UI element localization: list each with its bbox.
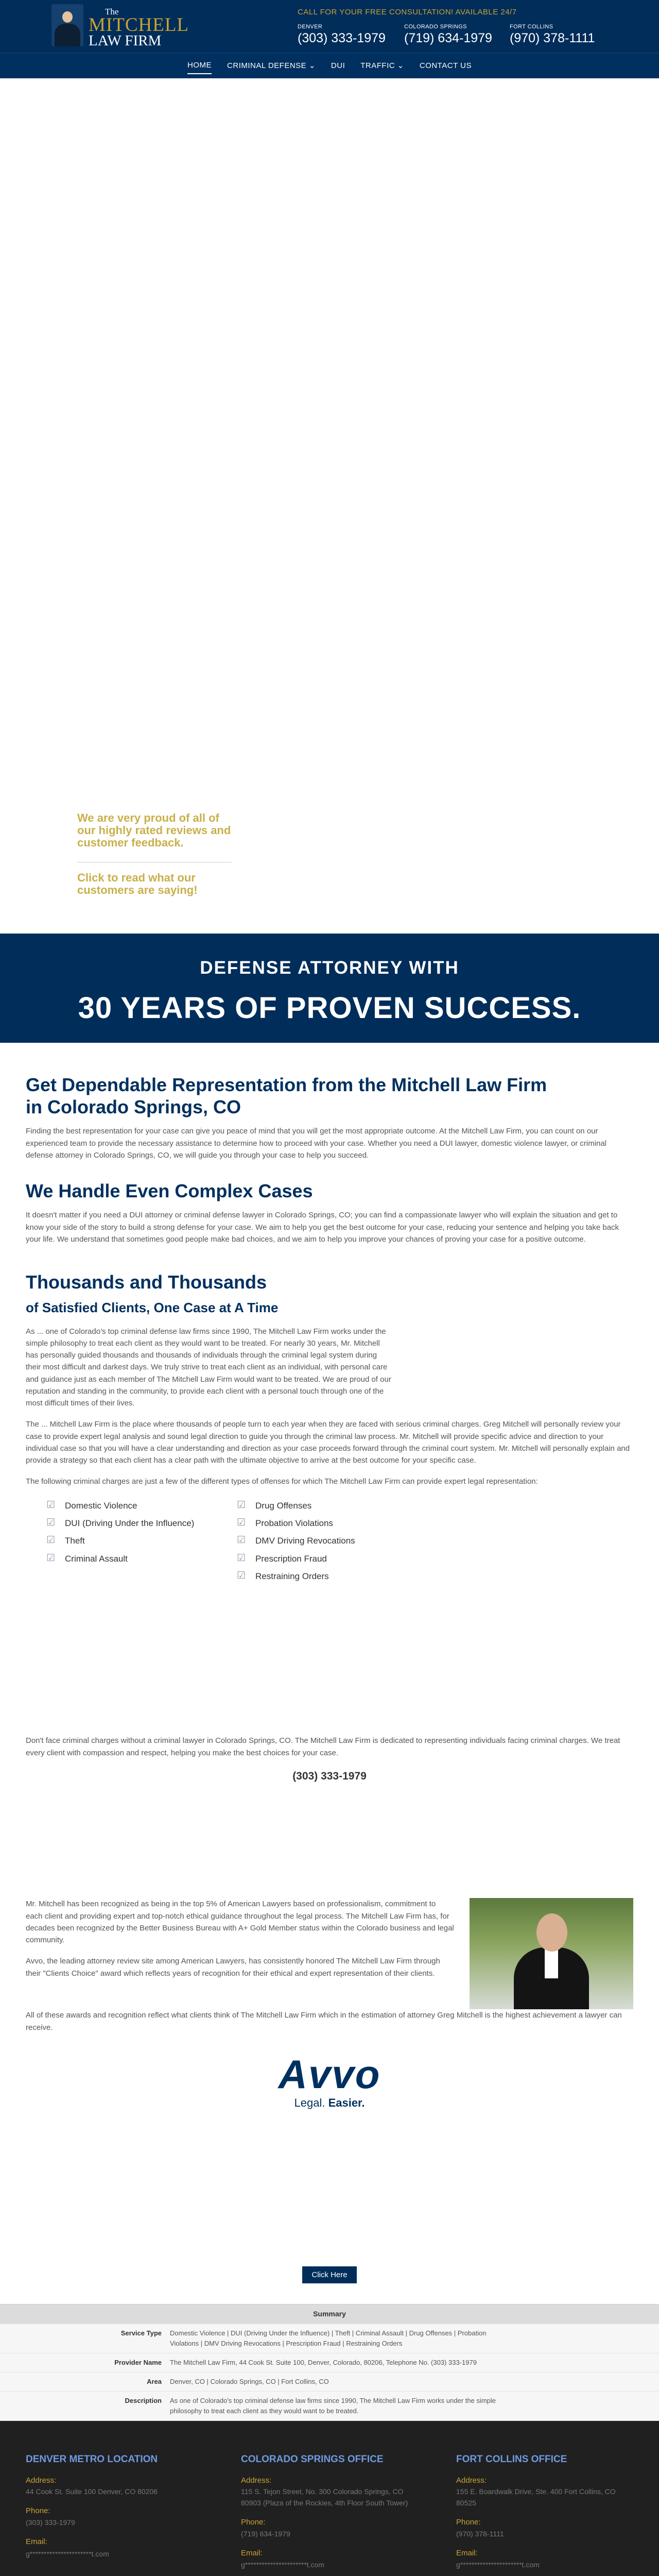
section-subtitle-satisfied: of Satisfied Clients, One Case at A Time: [26, 1300, 279, 1316]
nav-traffic[interactable]: [360, 58, 404, 74]
summary-key: Description: [125, 2397, 162, 2405]
logo-firm: LAW FIRM: [89, 32, 162, 49]
reviews-proud-text: We are very proud of all of our highly rated reviews and customer feedback.: [77, 811, 231, 850]
address-value: 155 E. Boardwalk Drive, Ste. 400 Fort Collins, CO 80525: [456, 2487, 616, 2507]
list-item: ☑ Prescription Fraud: [237, 1550, 355, 1568]
summary-row: [0, 2353, 659, 2372]
click-here-button[interactable]: Click Here: [302, 2266, 356, 2283]
phone-label: Phone:: [241, 2517, 266, 2527]
office-phone-link[interactable]: (970) 378-1111: [510, 31, 595, 46]
email-label: Email:: [241, 2549, 263, 2557]
awards-p2: Avvo, the leading attorney review site among American Lawyers, has consistently honored The Mitchell Law Firm through their "Clients Choice" award which reflects years of recognition for their ethical and expert representation of their clients.: [26, 1957, 440, 1978]
address-label: Address:: [241, 2476, 272, 2485]
footer-locations: [26, 2452, 633, 2571]
avvo-tagline: [26, 2094, 633, 2112]
office-colorado-springs: [404, 23, 492, 46]
main-nav: [0, 53, 659, 78]
charges-list: [46, 1497, 633, 1586]
section-text-charges-intro: The following criminal charges are just a few of the different types of offenses for which The Mitchell Law Firm can provide expert legal representation:: [26, 1477, 538, 1486]
hero-section: [0, 78, 659, 934]
list-item: ☑ Criminal Assault: [46, 1550, 206, 1568]
awards-section: [26, 1898, 633, 2009]
office-location: DENVER: [298, 24, 323, 30]
list-item: ☑ Restraining Orders: [237, 1568, 355, 1585]
avvo-brand: Avvo: [278, 2051, 381, 2097]
nav-contact-us[interactable]: CONTACT US: [419, 61, 472, 70]
section-text-representation: Finding the best representation for your case can give you peace of mind that you will get the most appropriate outcome. At the Mitchell Law Firm, you can count on our experienced team to provide the necessary assistance to determine how to proceed with your case. Whether you need a DUI lawyer, domestic violence lawyer, or criminal defense attorney in Colorado Springs, CO, we will guide you through your case to help you succeed.: [26, 1127, 607, 1160]
office-phone-link[interactable]: (303) 333-1979: [298, 31, 386, 46]
phone-label: Phone:: [26, 2506, 50, 2515]
list-item: ☑ Theft: [46, 1532, 206, 1550]
chevron-down-icon: ⌄: [397, 61, 404, 70]
office-location: FORT COLLINS: [510, 24, 553, 30]
avvo-tag-plain: Legal.: [294, 2096, 325, 2109]
footer-col-colorado-springs: [241, 2452, 416, 2571]
center-phone-link[interactable]: (303) 333-1979: [292, 1770, 367, 1782]
summary-title: Summary: [0, 2304, 659, 2324]
list-item: ☑ Drug Offenses: [237, 1497, 355, 1515]
awards-p3: All of these awards and recognition reflect what clients think of The Mitchell Law Firm which in the estimation of attorney Greg Mitchell is the highest achievement a lawyer can receive.: [26, 2011, 622, 2032]
logo-the: The: [105, 7, 119, 16]
site-footer: [0, 2421, 659, 2576]
section-text-dont-face: Don't face criminal charges without a criminal lawyer in Colorado Springs, CO. The Mitchell Law Firm is dedicated to representing individuals facing criminal charges. We treat every client with compassion and respect, helping you make the best choices for your case.: [26, 1736, 620, 1757]
office-fort-collins: [510, 23, 595, 46]
summary-key: Provider Name: [114, 2358, 162, 2366]
section-text-complex-cases: It doesn't matter if you need a DUI attorney or criminal defense lawyer in Colorado Springs, CO; you can find a compassionate lawyer who will explain the situation and get to know your side of the story to build a strong defense for your case. We aim to help you get the best outcome for your case, reducing your sentence and helping you take back your life. We understand that sometimes good people make bad choices, and we aim to help you improve your chances of proving your case for a positive outcome.: [26, 1211, 619, 1244]
email-link[interactable]: g**********************t.com: [26, 2549, 109, 2558]
reviews-callout: [77, 812, 232, 896]
top-bar: [0, 0, 659, 53]
summary-value: Domestic Violence | DUI (Driving Under the Influence) | Theft | Criminal Assault | Drug Offenses | Probation Violations | DMV Driving Revocations | Prescription Fraud | Restraining Orders: [170, 2329, 487, 2347]
address-label: Address:: [26, 2476, 57, 2485]
address-label: Address:: [456, 2476, 487, 2485]
reviews-link[interactable]: Click to read what our customers are saying!: [77, 871, 198, 896]
footer-col-denver: [26, 2452, 201, 2571]
section-title-representation: Get Dependable Representation from the Mitchell Law Firm in Colorado Springs, CO: [26, 1074, 547, 1118]
band-line-1: DEFENSE ATTORNEY WITH: [200, 958, 459, 978]
avvo-tag-bold: Easier.: [328, 2096, 365, 2109]
footer-col-title: COLORADO SPRINGS OFFICE: [241, 2454, 384, 2465]
list-item: ☑ DMV Driving Revocations: [237, 1532, 355, 1550]
main-content: [26, 1043, 633, 2283]
summary-row: [0, 2392, 659, 2421]
attorney-photo: [470, 1898, 633, 2009]
office-phone-link[interactable]: (719) 634-1979: [404, 31, 492, 46]
office-location: COLORADO SPRINGS: [404, 24, 467, 30]
summary-value: Denver, CO | Colorado Springs, CO | Fort Collins, CO: [170, 2378, 329, 2386]
proven-success-band: [0, 934, 659, 1043]
nav-dui[interactable]: DUI: [331, 61, 345, 70]
address-value: 115 S. Tejon Street, No. 300 Colorado Springs, CO 80903 (Plaza of the Rockies, 4th Floor South Tower): [241, 2487, 408, 2507]
charges-list-right: [237, 1497, 355, 1586]
footer-col-title: FORT COLLINS OFFICE: [456, 2454, 567, 2465]
nav-home[interactable]: HOME: [187, 57, 212, 74]
nav-label: TRAFFIC: [360, 61, 395, 70]
awards-text: [26, 1898, 454, 2009]
nav-label: CRIMINAL DEFENSE: [227, 61, 307, 70]
summary-key: Service Type: [120, 2329, 162, 2337]
logo-portrait-icon: [51, 4, 83, 46]
summary-value: As one of Colorado's top criminal defense law firms since 1990, The Mitchell Law Firm works under the simple philosophy to treat each client as they would want to be treated.: [170, 2397, 496, 2415]
summary-row: [0, 2324, 659, 2353]
email-link[interactable]: g**********************t.com: [456, 2561, 540, 2569]
email-link[interactable]: g**********************t.com: [241, 2561, 324, 2569]
list-item: ☑ DUI (Driving Under the Influence): [46, 1515, 206, 1532]
email-label: Email:: [456, 2549, 478, 2557]
list-item: ☑ Probation Violations: [237, 1515, 355, 1532]
section-title-complex-cases: We Handle Even Complex Cases: [26, 1180, 313, 1202]
email-label: Email:: [26, 2537, 47, 2547]
spacer: [26, 1606, 633, 1735]
phone-link[interactable]: (970) 378-1111: [456, 2529, 504, 2538]
phone-link[interactable]: (303) 333-1979: [26, 2518, 75, 2527]
footer-col-fort-collins: [456, 2452, 631, 2571]
footer-col-title: DENVER METRO LOCATION: [26, 2454, 158, 2465]
nav-criminal-defense[interactable]: [227, 58, 316, 74]
chevron-down-icon: ⌄: [308, 61, 316, 70]
office-denver: [298, 23, 386, 46]
address-value: 44 Cook St. Suite 100 Denver, CO 80206: [26, 2487, 158, 2496]
charges-list-left: [46, 1497, 206, 1586]
phone-link[interactable]: (719) 634-1979: [241, 2529, 290, 2538]
phone-label: Phone:: [456, 2517, 481, 2527]
summary-row: [0, 2372, 659, 2392]
awards-p1: Mr. Mitchell has been recognized as being in the top 5% of American Lawyers based on professionalism, commitment to each client and providing expert and top-notch ethical guidance throughout the legal process. The Mitchell Law Firm has, for decades been recognized by the Better Business Bureau with A+ Gold Member status within the Colorado business and legal community.: [26, 1900, 454, 1945]
consultation-callout: CALL FOR YOUR FREE CONSULTATION! AVAILABLE 24/7: [298, 8, 517, 16]
summary-table: [0, 2304, 659, 2421]
band-line-2: 30 YEARS OF PROVEN SUCCESS.: [78, 991, 581, 1025]
site-header: [0, 0, 659, 78]
section-text-philosophy: As ... one of Colorado's top criminal defense law firms since 1990, The Mitchell Law Firm works under the simple philosophy to treat each client as they would want to be treated. For nearly 30 years, Mr. Mitchell has personally guided thousands and thousands of individuals through the criminal legal system during their most difficult and darkest days. We truly strive to treat each client as an individual, with personal care and guidance just as each member of The Mitchell Law Firm would want to be treated. We are proud of our reputation and standing in the community, to provide each client with a personal touch through one of the most difficult times of their lives.: [26, 1327, 391, 1408]
site-logo[interactable]: [51, 4, 189, 49]
list-item: ☑ Domestic Violence: [46, 1497, 206, 1515]
section-title-thousands: Thousands and Thousands: [26, 1272, 267, 1293]
summary-key: Area: [147, 2378, 162, 2386]
logo-name: MITCHELL: [89, 14, 189, 36]
summary-value: The Mitchell Law Firm, 44 Cook St. Suite 100, Denver, Colorado, 80206, Telephone No. (303) 333-1979: [170, 2358, 477, 2366]
avvo-logo: [26, 2051, 633, 2112]
section-text-place: The ... Mitchell Law Firm is the place where thousands of people turn to each year when they are faced with serious criminal charges. Greg Mitchell will personally review your case to provide expert legal analysis and sound legal direction to guide you through the criminal law process. Mr. Mitchell will provide specific advice and direction to your individual case so that you will have a clear understanding and direction as your case proceeds forward through the criminal court system. Mr. Mitchell will personally explain and provide a strategy so that each client has a clear path with the ultimate objective to arrive at the best outcome for your specific case.: [26, 1420, 630, 1465]
